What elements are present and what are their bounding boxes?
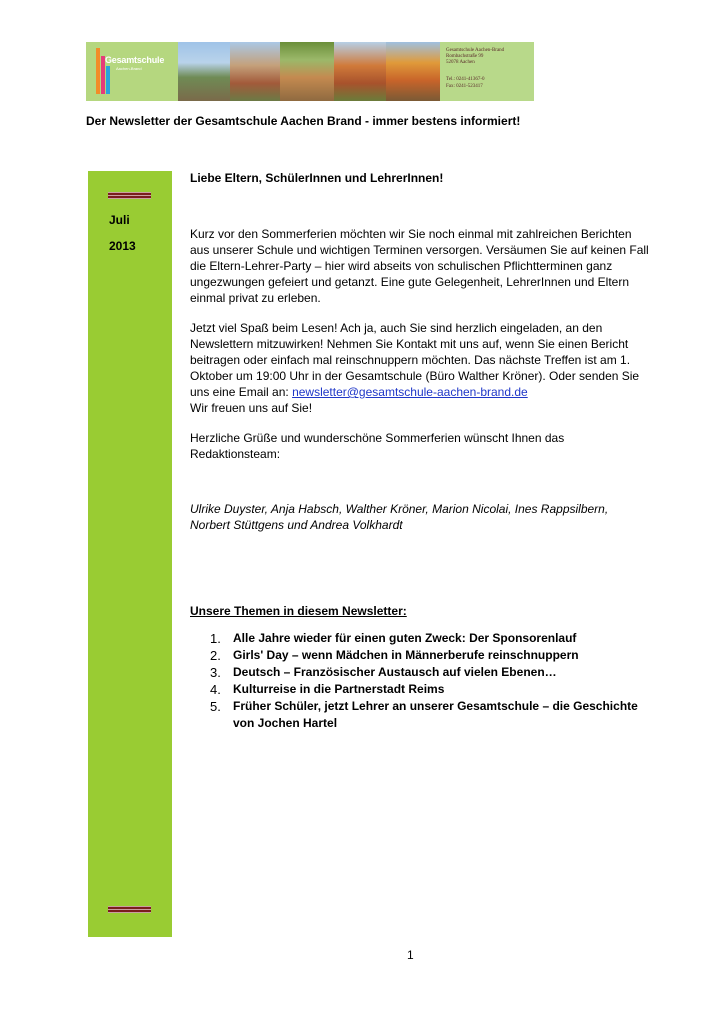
greeting: Liebe Eltern, SchülerInnen und LehrerInnen! (190, 171, 444, 185)
photo-4 (334, 42, 386, 101)
email-link[interactable]: newsletter@gesamtschule-aachen-brand.de (292, 385, 528, 399)
list-number: 1. (210, 631, 221, 646)
list-item (190, 698, 650, 732)
list-item (190, 681, 650, 698)
header-banner (86, 42, 534, 101)
paragraph-text (190, 320, 650, 400)
contact-line: Gesamtschule Aachen-Brand (446, 48, 505, 53)
paragraph-closing-line: Wir freuen uns auf Sie! (190, 401, 313, 415)
topic-text: Girls' Day – wenn Mädchen in Männerberufe reinschnuppern (233, 648, 579, 662)
list-item (190, 630, 650, 647)
decorative-rule-top (108, 192, 151, 199)
photo-2 (230, 42, 280, 101)
paragraph-intro (190, 226, 650, 306)
topics-title: Unsere Themen in diesem Newsletter: (190, 604, 407, 618)
school-photos (178, 42, 440, 101)
decorative-rule-bottom (108, 906, 151, 913)
list-number: 2. (210, 648, 221, 663)
photo-3 (280, 42, 334, 101)
contact-line: Rombachstraße 99 (446, 54, 484, 59)
issue-month: Juli (109, 213, 130, 227)
topics-list (190, 630, 650, 732)
sidebar (88, 171, 172, 937)
newsletter-headline: Der Newsletter der Gesamtschule Aachen Brand - immer bestens informiert! (86, 114, 521, 128)
logo-subtext: Aachen-Brand (116, 66, 142, 71)
paragraph-text: Kurz vor den Sommerferien möchten wir Sie noch einmal mit zahlreichen Berichten aus unserer Schule und wichtigen Terminen versorgen. Versäumen Sie auf keinen Fall die Eltern-Lehrer-Party – hier wird abseits von schulischen Pflichtterminen ganz ungezwungen gefeiert und getanzt. Eine gute Gelegenheit, LehrerInnen und Eltern einmal privat zu erleben. (190, 227, 649, 305)
issue-year: 2013 (109, 239, 136, 253)
paragraph-greetings (190, 430, 650, 462)
paragraph-text: Herzliche Grüße und wunderschöne Sommerferien wünscht Ihnen das Redaktionsteam: (190, 431, 565, 461)
list-number: 3. (210, 665, 221, 680)
paragraph-invitation (190, 320, 650, 416)
logo-text: Gesamtschule (105, 55, 165, 65)
invitation-text: Jetzt viel Spaß beim Lesen! Ach ja, auch Sie sind herzlich eingeladen, an den Newslettern mitzuwirken! Nehmen Sie Kontakt mit uns auf, wenn Sie einen Bericht beitragen oder einfach mal reinschnuppern möchten. Das nächste Treffen ist am 1. Oktober um 19:00 Uhr in der Gesamtschule (Büro Walther Kröner). Oder senden Sie uns eine Email an: (190, 321, 640, 399)
list-number: 5. (210, 699, 221, 714)
contact-line: Tel.: 0241-41367-0 (446, 77, 485, 82)
list-item (190, 664, 650, 681)
editorial-team-signature: Ulrike Duyster, Anja Habsch, Walther Kröner, Marion Nicolai, Ines Rappsilbern, Norbert Stüttgens und Andrea Volkhardt (190, 502, 609, 532)
school-logo (86, 42, 178, 101)
topic-text: Früher Schüler, jetzt Lehrer an unserer Gesamtschule – die Geschichte von Jochen Hartel (233, 699, 638, 730)
photo-5 (386, 42, 440, 101)
list-number: 4. (210, 682, 221, 697)
photo-1 (178, 42, 230, 101)
topic-text: Deutsch – Französischer Austausch auf vielen Ebenen… (233, 665, 557, 679)
school-contact (440, 42, 534, 101)
contact-line: 52078 Aachen (446, 60, 475, 65)
topic-text: Kulturreise in die Partnerstadt Reims (233, 682, 445, 696)
topic-text: Alle Jahre wieder für einen guten Zweck: Der Sponsorenlauf (233, 631, 577, 645)
page-number: 1 (407, 948, 414, 962)
list-item (190, 647, 650, 664)
contact-line: Fax: 0241-523417 (446, 84, 483, 89)
